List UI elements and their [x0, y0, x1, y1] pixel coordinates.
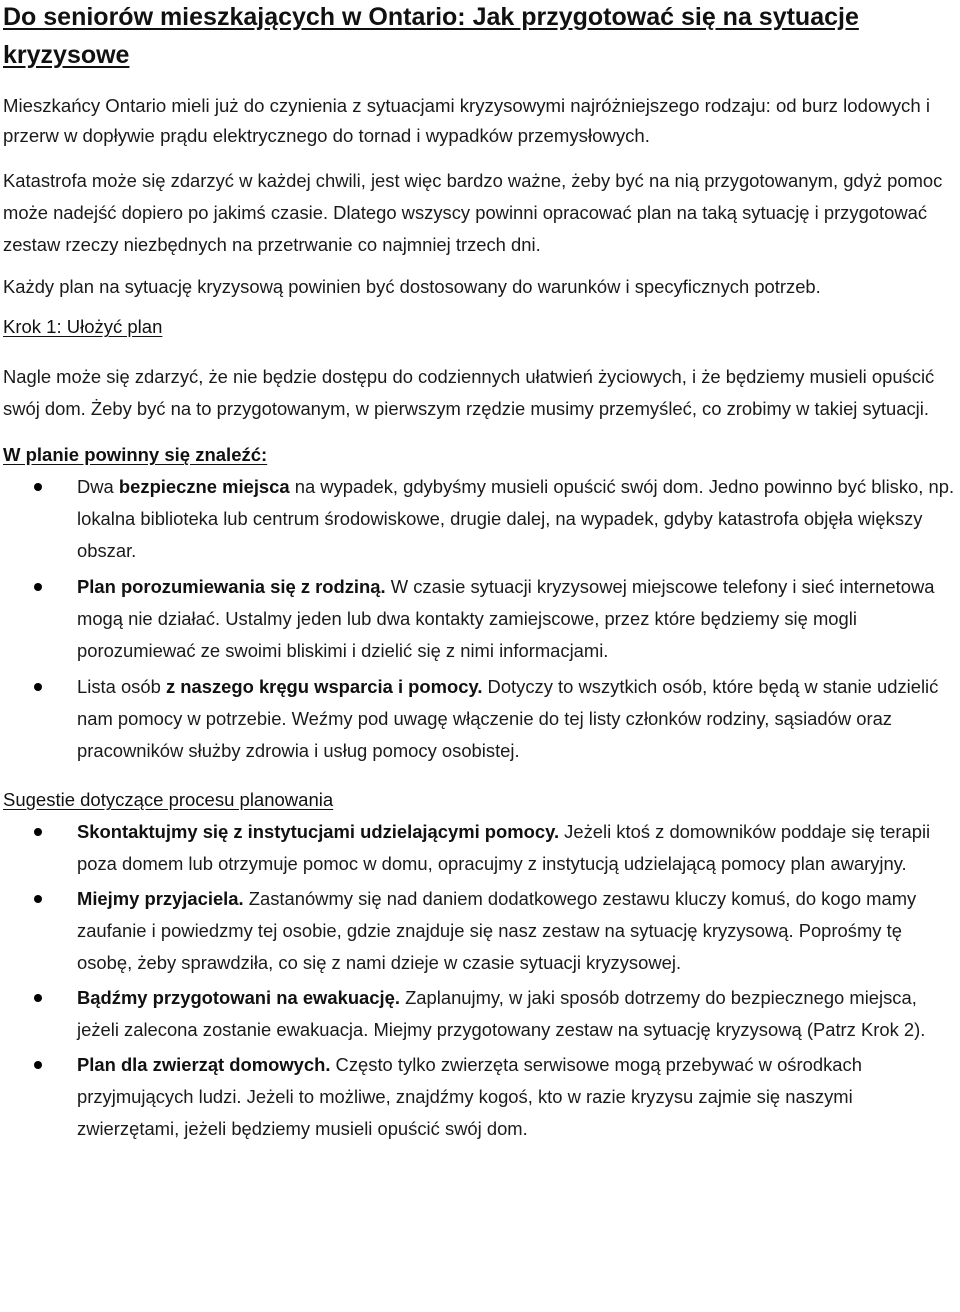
item-prefix: Dwa: [77, 476, 119, 497]
list-item: [3, 982, 956, 1046]
item-bold: z naszego kręgu wsparcia i pomocy.: [165, 676, 483, 697]
item-bold: Plan porozumiewania się z rodziną.: [77, 576, 386, 597]
suggestion-items-list: [3, 816, 956, 1145]
plan-items-list: [3, 471, 956, 767]
item-bold: bezpieczne miejsca: [118, 476, 290, 497]
item-text: Dotyczy to wszytkich osób, które będą w stanie udzielić nam pomocy w potrzebie. Weźmy pod uwagę włączenie do tej listy członków rodziny, sąsiadów oraz pracowników służby zdrowia i usług pomocy osobistej.: [77, 676, 939, 761]
bullet-icon: [34, 483, 42, 491]
item-bold: Miejmy przyjaciela.: [77, 888, 244, 909]
bullet-icon: [34, 683, 42, 691]
item-bold: Bądźmy przygotowani na ewakuację.: [77, 987, 400, 1008]
bullet-icon: [34, 1061, 42, 1069]
item-text: Zaplanujmy, w jaki sposób dotrzemy do bezpiecznego miejsca, jeżeli zalecona zostanie ewakuacja. Miejmy przygotowany zestaw na sytuację kryzysową (Patrz Krok 2).: [77, 987, 926, 1040]
item-text: Zastanówmy się nad daniem dodatkowego zestawu kluczy komuś, do kogo mamy zaufanie i powiedzmy tej osobie, gdzie znajduje się nasz zestaw na sytuację kryzysową. Poprośmy tę osobę, żeby sprawdziła, co się z nami dzieje w czasie sytuacji kryzysowej.: [77, 888, 917, 973]
bullet-icon: [34, 583, 42, 591]
item-text: Jeżeli ktoś z domowników poddaje się terapii poza domem lub otrzymuje pomoc w domu, opracujmy z instytucją udzielającą pomocy plan awaryjny.: [77, 821, 931, 874]
sugestie-heading: Sugestie dotyczące procesu planowania: [3, 789, 334, 810]
list-item: [3, 471, 956, 567]
kazdy-plan-paragraph: Każdy plan na sytuację kryzysową powinien być dostosowany do warunków i specyficznych potrzeb.: [3, 276, 821, 297]
item-bold: Plan dla zwierząt domowych.: [77, 1054, 331, 1075]
plan-contents-heading: W planie powinny się znaleźć:: [3, 444, 268, 465]
item-text: W czasie sytuacji kryzysowej miejscowe telefony i sieć internetowa mogą nie działać. Ustalmy jeden lub dwa kontakty zamiejscowe, przez które będziemy się mogli porozumiewać ze swoimi bliskimi i dzielić się z nimi informacjami.: [77, 576, 935, 661]
nagle-paragraph: Nagle może się zdarzyć, że nie będzie dostępu do codziennych ułatwień życiowych, i że będziemy musieli opuścić swój dom. Żeby być na to przygotowanym, w pierwszym rzędzie musimy przemyśleć, co zrobimy w takiej sytuacji.: [3, 366, 935, 419]
bullet-icon: [34, 828, 42, 836]
list-item: [3, 816, 956, 880]
item-bold: Skontaktujmy się z instytucjami udzielającymi pomocy.: [77, 821, 560, 842]
list-item: [3, 571, 956, 667]
document-title: Do seniorów mieszkających w Ontario: Jak przygotować się na sytuacje kryzysowe: [3, 3, 859, 69]
item-text: Często tylko zwierzęta serwisowe mogą przebywać w ośrodkach przyjmujących ludzi. Jeżeli to możliwe, znajdźmy kogoś, kto w razie kryzysu zajmie się naszymi zwierzętami, jeżeli będziemy musieli opuścić swój dom.: [77, 1054, 862, 1139]
bullet-icon: [34, 994, 42, 1002]
item-text: na wypadek, gdybyśmy musieli opuścić swój dom. Jedno powinno być blisko, np. lokalna biblioteka lub centrum środowiskowe, drugie dalej, na wypadek, gdyby katastrofa objęła większy obszar.: [77, 476, 955, 561]
krok1-heading: Krok 1: Ułożyć plan: [3, 316, 163, 337]
katastrofa-paragraph: Katastrofa może się zdarzyć w każdej chwili, jest więc bardzo ważne, żeby być na nią przygotowanym, gdyż pomoc może nadejść dopiero po jakimś czasie. Dlatego wszyscy powinni opracować plan na taką sytuację i przygotować zestaw rzeczy niezbędnych na przetrwanie co najmniej trzech dni.: [3, 170, 943, 255]
list-item: [3, 1049, 956, 1145]
list-item: [3, 883, 956, 979]
list-item: [3, 671, 956, 767]
item-prefix: Lista osób: [77, 676, 166, 697]
intro-paragraph: Mieszkańcy Ontario mieli już do czynienia z sytuacjami kryzysowymi najróżniejszego rodzaju: od burz lodowych i przerw w dopływie prądu elektrycznego do tornad i wypadków przemysłowych.: [3, 95, 930, 146]
bullet-icon: [34, 895, 42, 903]
